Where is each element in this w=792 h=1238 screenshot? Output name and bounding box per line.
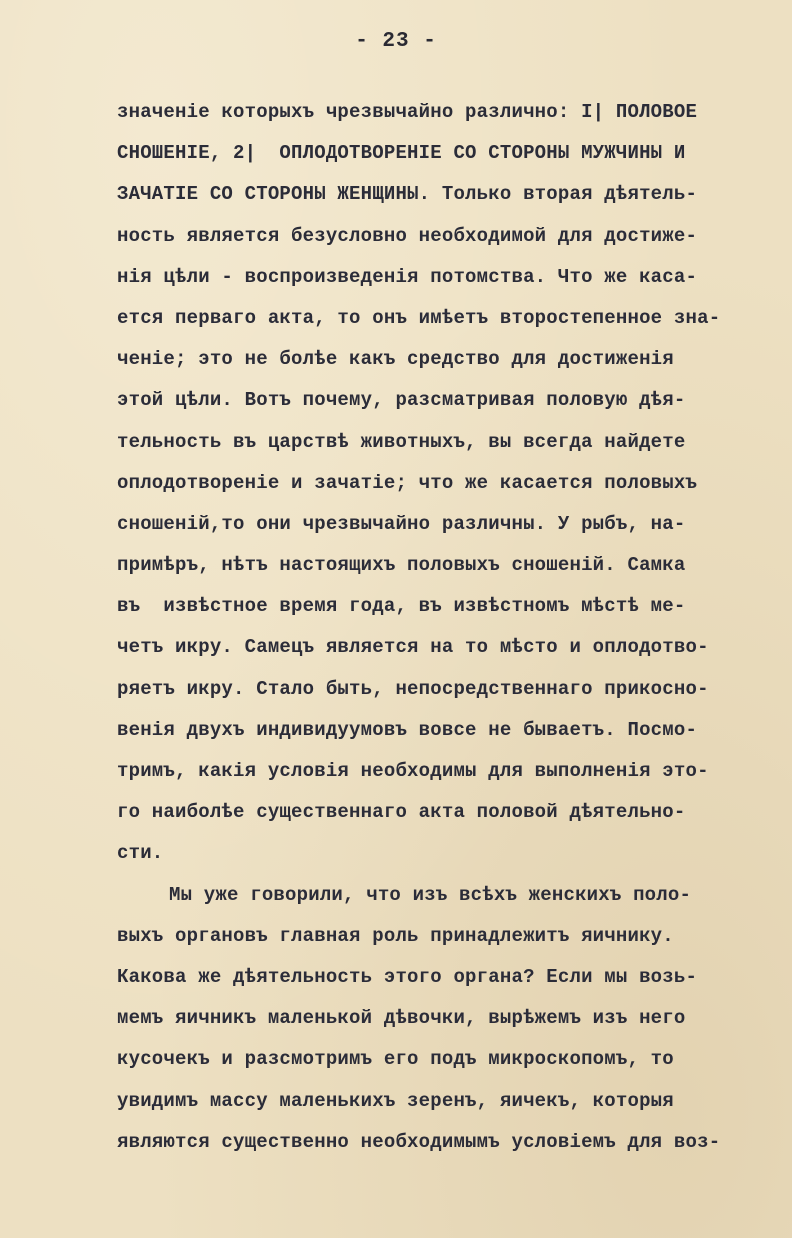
text-line: четъ икру. Самецъ является на то мѣсто и оплодотво- bbox=[117, 636, 709, 659]
text-line: ЗАЧАТІЕ СО СТОРОНЫ ЖЕНЩИНЫ. Только вторая дѣятель- bbox=[117, 183, 698, 206]
page-number: - 23 - bbox=[355, 30, 437, 53]
text-line: нія цѣли - воспроизведенія потомства. Что же каса- bbox=[117, 265, 698, 288]
text-line: примѣръ, нѣтъ настоящихъ половыхъ сношеній. Самка bbox=[117, 554, 686, 577]
text-line: венія двухъ индивидуумовъ вовсе не бываетъ. Посмо- bbox=[117, 718, 698, 741]
paragraph-start-line: Мы уже говорили, что изъ всѣхъ женскихъ поло- bbox=[169, 883, 692, 906]
text-line: тримъ, какія условія необходимы для выполненія это- bbox=[117, 760, 709, 782]
text-line: Какова же дѣятельность этого органа? Если мы возь- bbox=[117, 965, 698, 988]
body-text bbox=[117, 92, 777, 1163]
text-line: увидимъ массу маленькихъ зеренъ, яичекъ, которыя bbox=[117, 1089, 674, 1112]
text-line: ченіе; это не болѣе какъ средство для достиженія bbox=[117, 348, 674, 371]
text-line: го наиболѣе существеннаго акта половой дѣятельно- bbox=[117, 801, 686, 824]
text-line: сношеній,то они чрезвычайно различны. У рыбъ, на- bbox=[117, 512, 686, 535]
text-line: тельность въ царствѣ животныхъ, вы всегда найдете bbox=[117, 430, 686, 453]
text-line: значеніе которыхъ чрезвычайно различно: I| ПОЛОВОЕ bbox=[117, 101, 698, 123]
text-line: являются существенно необходимымъ условіемъ для воз- bbox=[117, 1130, 721, 1153]
text-line: мемъ яичникъ маленькой дѣвочки, вырѣжемъ изъ него bbox=[117, 1007, 686, 1030]
text-line: ность является безусловно необходимой для достиже- bbox=[117, 224, 698, 247]
text-line: этой цѣли. Вотъ почему, разсматривая половую дѣя- bbox=[117, 389, 686, 412]
text-line: ряетъ икру. Стало быть, непосредственнаго прикосно- bbox=[117, 677, 709, 700]
text-line: сти. bbox=[117, 842, 164, 865]
text-line: оплодотвореніе и зачатіе; что же касается половыхъ bbox=[117, 471, 698, 494]
text-line: кусочекъ и разсмотримъ его подъ микроскопомъ, то bbox=[117, 1048, 674, 1071]
text-line: въ извѣстное время года, въ извѣстномъ мѣстѣ ме- bbox=[117, 595, 686, 618]
text-line: СНОШЕНІЕ, 2| ОПЛОДОТВОРЕНІЕ СО СТОРОНЫ МУЖЧИНЫ И bbox=[117, 142, 686, 165]
text-line: выхъ органовъ главная роль принадлежитъ яичнику. bbox=[117, 924, 674, 947]
text-line: ется перваго акта, то онъ имѣетъ второстепенное зна- bbox=[117, 306, 721, 329]
